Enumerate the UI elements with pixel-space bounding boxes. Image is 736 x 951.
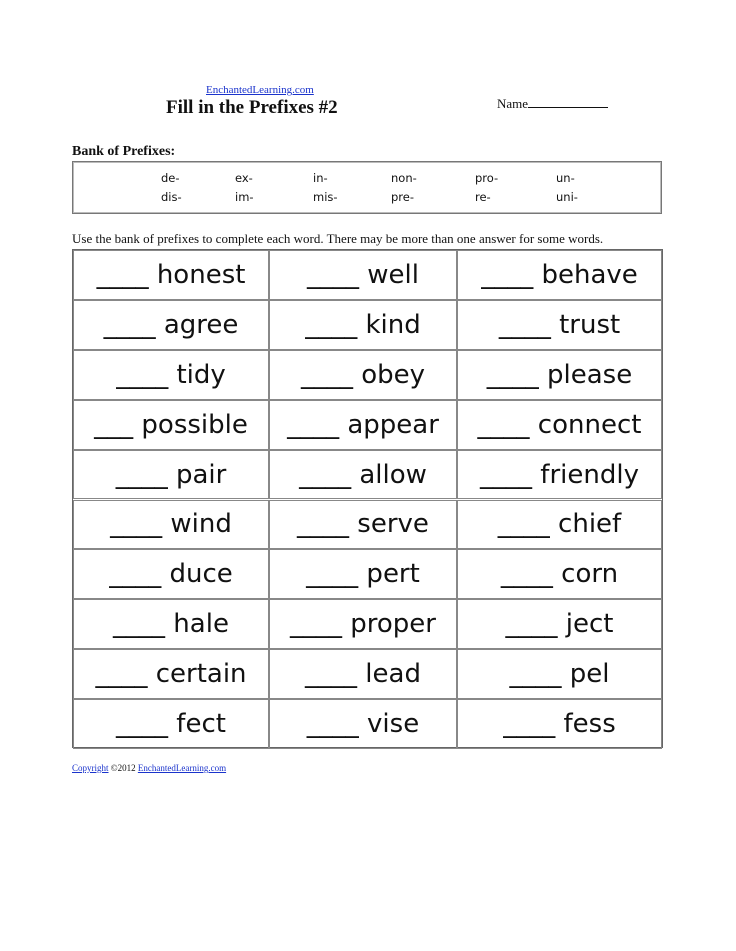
prefix-item: mis- (313, 190, 338, 204)
word-cell: ____ connect (457, 400, 662, 450)
footer-site-link[interactable]: EnchantedLearning.com (137, 763, 227, 773)
worksheet-title: Fill in the Prefixes #2 (166, 97, 338, 118)
prefix-item: un- (556, 171, 575, 185)
word-cell: ____ kind (269, 300, 457, 350)
prefix-bank (72, 161, 662, 214)
word-grid (72, 249, 663, 748)
word-cell: ____ wind (73, 500, 269, 550)
word-cell: ____ behave (457, 250, 662, 300)
word-cell: ____ pel (457, 649, 662, 699)
word-cell: ____ well (269, 250, 457, 300)
word-cell: ____ pert (269, 549, 457, 599)
prefix-item: im- (235, 190, 254, 204)
word-cell: ____ vise (269, 699, 457, 749)
word-cell: ____ please (457, 350, 662, 400)
word-cell: ____ ject (457, 599, 662, 649)
prefix-item: dis- (161, 190, 182, 204)
word-cell: ____ lead (269, 649, 457, 699)
word-cell: ____ pair (73, 450, 269, 500)
site-link[interactable]: EnchantedLearning.com (206, 84, 314, 96)
footer (72, 763, 226, 773)
word-cell: ____ hale (73, 599, 269, 649)
prefix-item: pro- (475, 171, 499, 185)
copyright-year: ©2012 (110, 763, 136, 773)
word-cell: ____ serve (269, 500, 457, 550)
word-cell: ____ honest (73, 250, 269, 300)
word-cell: ____ duce (73, 549, 269, 599)
word-cell: ____ corn (457, 549, 662, 599)
prefix-item: re- (475, 190, 491, 204)
word-cell: ___ possible (73, 400, 269, 450)
prefix-item: de- (161, 171, 180, 185)
word-cell: ____ fess (457, 699, 662, 749)
name-field (497, 96, 608, 112)
word-cell: ____ tidy (73, 350, 269, 400)
copyright-link[interactable]: Copyright (72, 763, 109, 773)
word-cell: ____ allow (269, 450, 457, 500)
prefix-item: ex- (235, 171, 253, 185)
word-cell: ____ fect (73, 699, 269, 749)
word-cell: ____ appear (269, 400, 457, 450)
name-blank-line (528, 96, 608, 108)
prefix-item: pre- (391, 190, 414, 204)
word-cell: ____ proper (269, 599, 457, 649)
word-cell: ____ obey (269, 350, 457, 400)
instructions: Use the bank of prefixes to complete each word. There may be more than one answer for some words. (72, 231, 604, 246)
prefix-item: in- (313, 171, 328, 185)
word-cell: ____ chief (457, 500, 662, 550)
bank-heading: Bank of Prefixes: (72, 144, 176, 159)
prefix-item: non- (391, 171, 417, 185)
word-cell: ____ agree (73, 300, 269, 350)
word-cell: ____ trust (457, 300, 662, 350)
word-cell: ____ friendly (457, 450, 662, 500)
word-cell: ____ certain (73, 649, 269, 699)
name-label: Name (497, 96, 529, 111)
prefix-item: uni- (556, 190, 578, 204)
